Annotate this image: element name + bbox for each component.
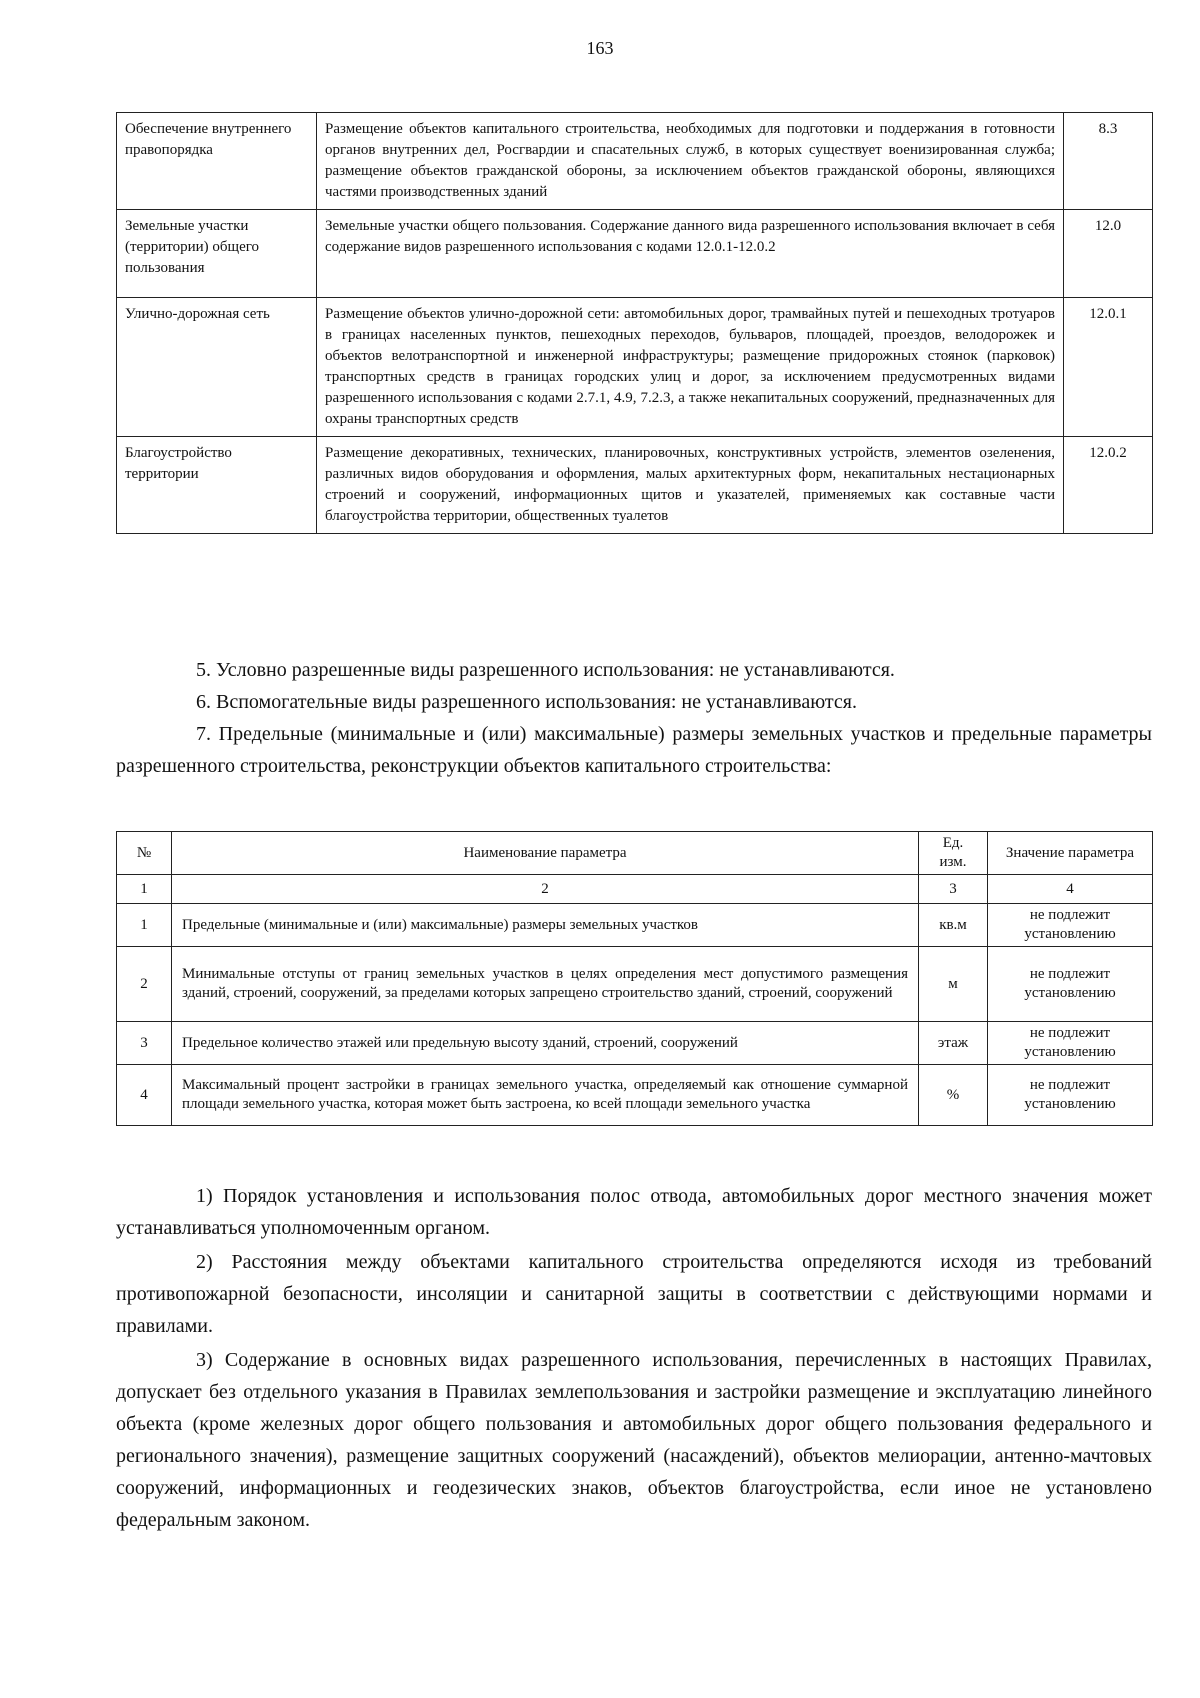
note-1: 1) Порядок установления и использования полос отвода, автомобильных дорог местного значения может устанавливаться уполномоченным органом. [116, 1185, 1152, 1239]
use-name: Земельные участки (территории) общего пользования [117, 210, 317, 298]
index-cell: 2 [172, 875, 919, 904]
use-name: Благоустройство территории [117, 437, 317, 534]
index-cell: 4 [988, 875, 1153, 904]
table-row [117, 210, 1153, 298]
page-number: 163 [586, 38, 614, 58]
row-unit: этаж [919, 1022, 988, 1065]
use-description: Размещение объектов капитального строительства, необходимых для подготовки и поддержания в готовности органов внутренних дел, Росгвардии и спасательных служб, в которых существует военизированная служба; размещение объектов гражданской обороны, за исключением объектов гражданской обороны, являющихся частями производственных зданий [317, 113, 1064, 210]
index-cell: 1 [117, 875, 172, 904]
table-row [117, 1022, 1153, 1065]
row-unit: кв.м [919, 904, 988, 947]
row-value: не подлежит установлению [988, 904, 1153, 947]
use-description: Земельные участки общего пользования. Содержание данного вида разрешенного использования включает в себя содержание видов разрешенного использования с кодами 12.0.1-12.0.2 [317, 210, 1064, 298]
use-code: 12.0.2 [1064, 437, 1153, 534]
header-number: № [117, 832, 172, 875]
table-row [117, 1065, 1153, 1126]
use-name: Обеспечение внутреннего правопорядка [117, 113, 317, 210]
row-parameter: Предельное количество этажей или предельную высоту зданий, строений, сооружений [172, 1022, 919, 1065]
use-name: Улично-дорожная сеть [117, 298, 317, 437]
row-number: 2 [117, 947, 172, 1022]
paragraph-conditional-uses: 5. Условно разрешенные виды разрешенного использования: не устанавливаются. [196, 659, 895, 681]
table-row [117, 298, 1153, 437]
use-code: 12.0 [1064, 210, 1153, 298]
table-index-row [117, 875, 1153, 904]
header-unit: Ед. изм. [919, 832, 988, 875]
row-number: 1 [117, 904, 172, 947]
row-value: не подлежит установлению [988, 1065, 1153, 1126]
parameters-table [116, 831, 1153, 1126]
header-parameter: Наименование параметра [172, 832, 919, 875]
row-unit: м [919, 947, 988, 1022]
row-parameter: Предельные (минимальные и (или) максимальные) размеры земельных участков [172, 904, 919, 947]
note-2: 2) Расстояния между объектами капитального строительства определяются исходя из требований противопожарной безопасности, инсоляции и санитарной защиты в соответствии с действующими нормами и правилами. [116, 1251, 1152, 1337]
use-description: Размещение декоративных, технических, планировочных, конструктивных устройств, элементов озеленения, различных видов оборудования и оформления, малых архитектурных форм, некапитальных нестационарных строений и сооружений, информационных щитов и указателей, применяемых как составные части благоустройства территории, общественных туалетов [317, 437, 1064, 534]
header-value: Значение параметра [988, 832, 1153, 875]
table-header-row [117, 832, 1153, 875]
paragraph-limit-parameters: 7. Предельные (минимальные и (или) максимальные) размеры земельных участков и предельные параметры разрешенного строительства, реконструкции объектов капитального строительства: [116, 723, 1152, 777]
land-use-table [116, 112, 1153, 534]
row-value: не подлежит установлению [988, 947, 1153, 1022]
paragraph-auxiliary-uses: 6. Вспомогательные виды разрешенного использования: не устанавливаются. [196, 691, 857, 713]
note-3: 3) Содержание в основных видах разрешенного использования, перечисленных в настоящих Правилах, допускает без отдельного указания в Правилах землепользования и застройки размещение и эксплуатацию линейного объекта (кроме железных дорог общего пользования и автомобильных дорог общего пользования федерального и регионального значения), размещение защитных сооружений (насаждений), объектов мелиорации, антенно-мачтовых сооружений, информационных и геодезических знаков, объектов благоустройства, если иное не установлено федеральным законом. [116, 1349, 1152, 1531]
index-cell: 3 [919, 875, 988, 904]
table-row [117, 904, 1153, 947]
row-number: 3 [117, 1022, 172, 1065]
use-description: Размещение объектов улично-дорожной сети: автомобильных дорог, трамвайных путей и пешеходных тротуаров в границах населенных пунктов, пешеходных переходов, бульваров, площадей, проездов, велодорожек и объектов велотранспортной и инженерной инфраструктуры; размещение придорожных стоянок (парковок) транспортных средств в границах городских улиц и дорог, за исключением предусмотренных видами разрешенного использования с кодами 2.7.1, 4.9, 7.2.3, а также некапитальных сооружений, предназначенных для охраны транспортных средств [317, 298, 1064, 437]
row-unit: % [919, 1065, 988, 1126]
use-code: 8.3 [1064, 113, 1153, 210]
table-row [117, 113, 1153, 210]
table-row [117, 947, 1153, 1022]
table-row [117, 437, 1153, 534]
row-parameter: Максимальный процент застройки в границах земельного участка, определяемый как отношение суммарной площади земельного участка, которая может быть застроена, ко всей площади земельного участка [172, 1065, 919, 1126]
row-value: не подлежит установлению [988, 1022, 1153, 1065]
use-code: 12.0.1 [1064, 298, 1153, 437]
row-number: 4 [117, 1065, 172, 1126]
row-parameter: Минимальные отступы от границ земельных участков в целях определения мест допустимого размещения зданий, строений, сооружений, за пределами которых запрещено строительство зданий, строений, сооружений [172, 947, 919, 1022]
